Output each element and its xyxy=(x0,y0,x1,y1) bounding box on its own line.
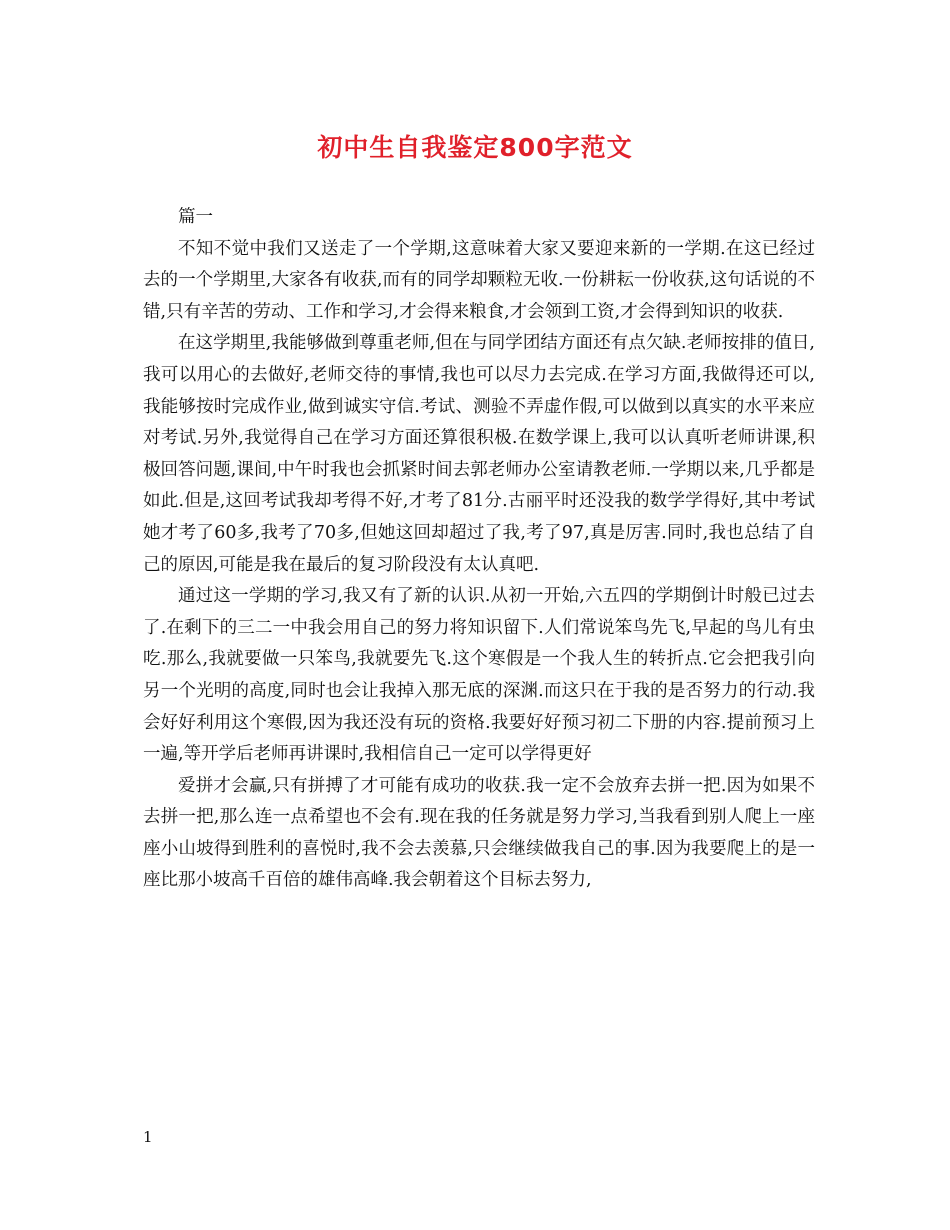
paragraph-2: 在这学期里,我能够做到尊重老师,但在与同学团结方面还有点欠缺.老师按排的值日,我可以用心的去做好,老师交待的事情,我也可以尽力去完成.在学习方面,我做得还可以,我能够按时完成作业,做到诚实守信.考试、测验不弄虚作假,可以做到以真实的水平来应对考试.另外,我觉得自己在学习方面还算很积极.在数学课上,我可以认真听老师讲课,积极回答问题,课间,中午时我也会抓紧时间去郭老师办公室请教老师.一学期以来,几乎都是如此.但是,这回考试我却考得不好,才考了81分.古丽平时还没我的数学学得好,其中考试她才考了60多,我考了70多,但她这回却超过了我,考了97,真是厉害.同时,我也总结了自己的原因,可能是我在最后的复习阶段没有太认真吧. xyxy=(143,333,815,575)
section-label: 篇一 xyxy=(178,207,213,227)
page-number: 1 xyxy=(143,1128,153,1146)
paragraph-4: 爱拼才会赢,只有拼搏了才可能有成功的收获.我一定不会放弃去拼一把.因为如果不去拼一把,那么连一点希望也不会有.现在我的任务就是努力学习,当我看到别人爬上一座座小山坡得到胜利的喜悦时,我不会去羡慕,只会继续做我自己的事.因为我要爬上的是一座比那小坡高千百倍的雄伟高峰.我会朝着这个目标去努力, xyxy=(143,775,815,891)
page-title: 初中生自我鉴定800字范文 xyxy=(317,133,633,162)
paragraph-3: 通过这一学期的学习,我又有了新的认识.从初一开始,六五四的学期倒计时般已过去了.在剩下的三二一中我会用自己的努力将知识留下.人们常说笨鸟先飞,早起的鸟儿有虫吃.那么,我就要做一只笨鸟,我就要先飞.这个寒假是一个我人生的转折点.它会把我引向另一个光明的高度,同时也会让我掉入那无底的深渊.而这只在于我的是否努力的行动.我会好好利用这个寒假,因为我还没有玩的资格.我要好好预习初二下册的内容.提前预习上一遍,等开学后老师再讲课时,我相信自己一定可以学得更好 xyxy=(143,586,815,765)
paragraph-1: 不知不觉中我们又送走了一个学期,这意味着大家又要迎来新的一学期.在这已经过去的一个学期里,大家各有收获,而有的同学却颗粒无收.一份耕耘一份收获,这句话说的不错,只有辛苦的劳动、工作和学习,才会得来粮食,才会领到工资,才会得到知识的收获. xyxy=(143,238,815,322)
document-body xyxy=(143,202,815,897)
